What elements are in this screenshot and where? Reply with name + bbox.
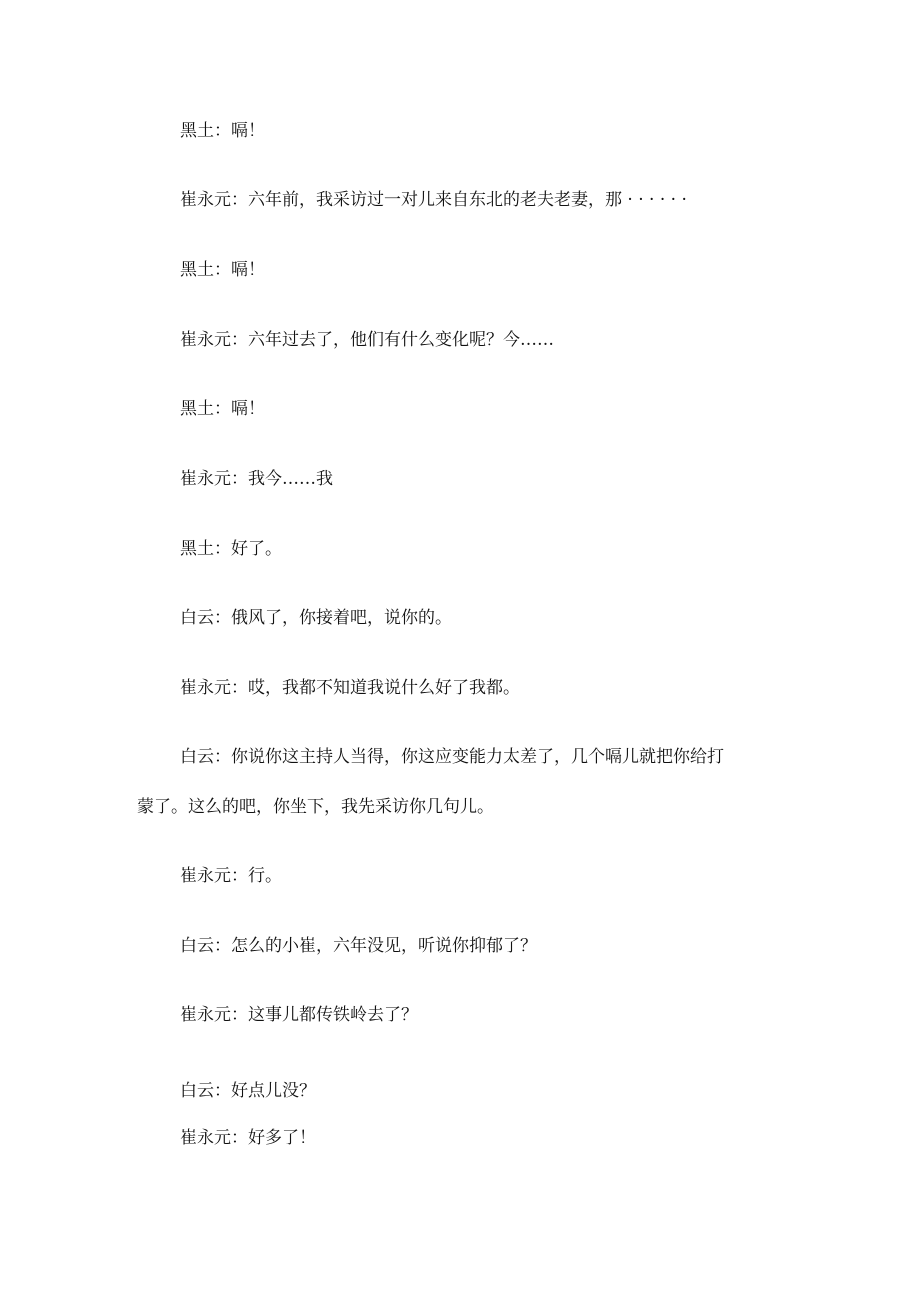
dialogue-line-continuation: 蒙了。这么的吧，你坐下，我先采访你几句儿。 bbox=[137, 797, 494, 817]
dialogue-line: 黑土：嗝！ bbox=[180, 399, 265, 419]
dialogue-line: 崔永元：好多了！ bbox=[180, 1128, 316, 1148]
dialogue-line: 白云：你说你这主持人当得，你这应变能力太差了，几个嗝儿就把你给打 bbox=[180, 747, 724, 767]
dialogue-line: 崔永元：六年前，我采访过一对儿来自东北的老夫老妻，那 · · · · · · bbox=[180, 190, 687, 210]
dialogue-line: 黑土：好了。 bbox=[180, 539, 282, 559]
dialogue-line: 崔永元：行。 bbox=[180, 866, 282, 886]
dialogue-line: 黑土：嗝！ bbox=[180, 260, 265, 280]
dialogue-line: 崔永元：我今……我 bbox=[180, 469, 333, 489]
dialogue-line: 崔永元：哎，我都不知道我说什么好了我都。 bbox=[180, 678, 520, 698]
dialogue-line: 白云：俄风了，你接着吧，说你的。 bbox=[180, 608, 452, 628]
dialogue-line: 白云：怎么的小崔，六年没见，听说你抑郁了？ bbox=[180, 936, 537, 956]
dialogue-line: 白云：好点儿没？ bbox=[180, 1081, 316, 1101]
dialogue-line: 黑土：嗝！ bbox=[180, 121, 265, 141]
dialogue-line: 崔永元：这事儿都传铁岭去了？ bbox=[180, 1005, 418, 1025]
dialogue-line: 崔永元：六年过去了，他们有什么变化呢？今…… bbox=[180, 330, 554, 350]
